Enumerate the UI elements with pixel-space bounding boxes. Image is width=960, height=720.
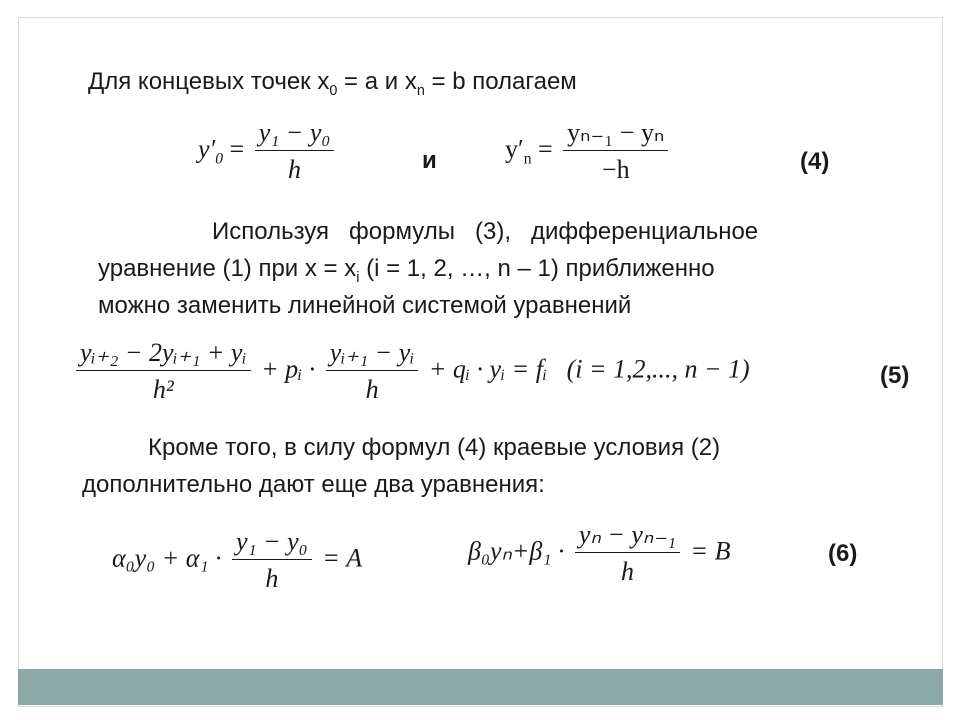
eq6-right-post: = B [690,536,731,566]
intro-text: Для концевых точек x [88,68,330,95]
eq6-left-den: h [232,559,312,594]
para1-line2-a: уравнение (1) при x = x [98,255,357,282]
eq5-mid1: + pᵢ · [261,354,316,384]
eq5-frac2 [326,338,419,405]
eq4-num-left: y₁ − y₀ [258,118,331,147]
eq5-num2: yᵢ₊₁ − yᵢ [329,338,415,367]
intro-tail: = b полагаем [424,68,577,95]
para1-line2-sub: i [356,269,360,286]
eq4-lhs-left: y′ [198,134,216,164]
intro-sub-0: 0 [329,82,338,99]
para2-line1: Кроме того, в силу формул (4) краевые условия (2) [148,434,721,461]
eq4-frac-right [563,118,668,185]
eq4-den-right: −h [563,150,668,185]
intro-mid: = a и x [337,68,417,95]
para1-line2-b: (i = 1, 2, …, n – 1) приближенно [359,255,715,282]
intro-line [88,68,577,99]
eq4-tag: (4) [800,148,830,175]
eq4-num-right: yₙ₋₁ − yₙ [567,118,665,147]
eq4-right: $y'_n$ = $\frac{\text{yₙ₋₁ − yₙ}}{-h}$ [505,118,672,185]
eq6-left-post: = A [322,543,363,573]
eq5 [72,338,750,405]
eq6-left-num: y₁ − y₀ [236,527,308,556]
eq5-den1: h² [76,370,251,405]
para1-line3: можно заменить линейной системой уравнений [98,292,632,319]
intro-sub-n: n [416,82,425,99]
eq6-right-den: h [575,552,680,587]
eq5-tail: + qᵢ · yᵢ = fᵢ [428,354,548,384]
eq5-range: (i = 1,2,..., n − 1) [566,354,750,384]
eq6-frac-right [575,520,680,587]
eq6-tag: (6) [828,540,858,567]
eq5-frac1 [76,338,251,405]
para2-line2: дополнительно дают еще два уравнения: [82,471,545,498]
eq4-lhs-right: y′ [505,134,524,164]
eq4-lhs-left-sub: 0 [215,150,224,168]
eq6-right [468,520,730,587]
eq4-left: $y'_0$ = $\frac{\text{y₁ − y₀}}{h}$ [198,118,338,185]
eq6-frac-left [232,527,312,594]
eq4-conjunction: и [422,147,437,174]
eq4-den-left: h [255,150,335,185]
eq6-right-num: yₙ − yₙ₋₁ [578,520,677,549]
eq5-tag: (5) [880,362,910,389]
para1-line2 [98,255,715,286]
eq5-num1: yᵢ₊₂ − 2yᵢ₊₁ + yᵢ [80,338,247,367]
para1-line1: Используя формулы (3), дифференциальное [212,218,759,245]
eq6-right-pre: β₀yₙ+β₁ · [468,536,565,566]
eq4-frac-left [255,118,335,185]
eq5-den2: h [326,370,419,405]
footer-bar [18,669,943,705]
eq6-left [112,527,362,594]
eq4-lhs-right-sub: n [523,150,532,168]
eq6-left-pre: α₀y₀ + α₁ · [112,543,222,573]
